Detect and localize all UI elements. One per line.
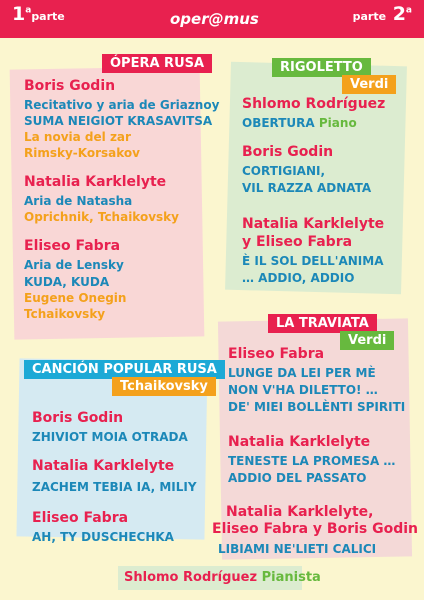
program-line: … ADDIO, ADDIO [242, 271, 355, 285]
program-line: Tchaikovsky [24, 307, 106, 321]
program-line: Eliseo Fabra [24, 238, 121, 254]
program-line: Recitativo y aria de Griaznoy [24, 98, 220, 112]
pianist-credit: Shlomo Rodríguez Pianista [124, 570, 321, 585]
program-line: AH, TY DUSCHECHKA [32, 530, 174, 544]
program-line: Natalia Karklelyte [228, 434, 371, 450]
traviata-title: LA TRAVIATA [268, 314, 377, 333]
program-line: Eliseo Fabra y Boris Godin [212, 521, 419, 537]
program-line: LUNGE DA LEI PER MÈ [228, 366, 376, 380]
program-line: Shlomo Rodríguez [242, 96, 386, 112]
program-line: VIL RAZZA ADNATA [242, 181, 372, 195]
rigoletto-title: RIGOLETTO [272, 58, 371, 77]
program-line: Aria de Lensky [24, 258, 124, 272]
program-line: DE' MIEI BOLLÈNTI SPIRITI [228, 400, 406, 414]
program-line: ZHIVIOT MOIA OTRADA [32, 430, 188, 444]
program-line: Natalia Karklelyte, [226, 504, 374, 520]
cancion-title: CANCIÓN POPULAR RUSA [24, 360, 225, 379]
program-line: Boris Godin [32, 410, 124, 426]
program-line: È IL SOL DELL'ANIMA [242, 254, 384, 268]
operamus-logo: oper@mus [170, 10, 259, 28]
part-two-label: parte 2$^a$ [352, 3, 412, 25]
program-line: CORTIGIANI, [242, 164, 326, 178]
program-line: Boris Godin [24, 78, 116, 94]
program-line: LIBIAMI NE'LIETI CALICI [218, 542, 377, 556]
program-line: Aria de Natasha [24, 194, 133, 208]
program-line: Oprichnik, Tchaikovsky [24, 210, 179, 224]
program-line: Rimsky-Korsakov [24, 146, 140, 160]
program-line: KUDA, KUDA [24, 275, 110, 289]
program-line: La novia del zar [24, 130, 131, 144]
program-line: y Eliseo Fabra [242, 234, 353, 250]
program-line: Natalia Karklelyte [24, 174, 167, 190]
traviata-composer: Verdi [340, 331, 394, 350]
opera-rusa-title: ÓPERA RUSA [102, 54, 212, 73]
program-line: Natalia Karklelyte [32, 458, 175, 474]
program-line: Boris Godin [242, 144, 334, 160]
program-line: Eugene Onegin [24, 291, 127, 305]
program-line: Natalia Karklelyte [242, 216, 385, 232]
program-line: Eliseo Fabra [228, 346, 325, 362]
program-line: ADDIO DEL PASSATO [228, 471, 367, 485]
program-line: SUMA NEIGIOT KRASAVITSA [24, 114, 213, 128]
cancion-composer: Tchaikovsky [112, 377, 216, 396]
program-line: Eliseo Fabra [32, 510, 129, 526]
program-line: NON V'HA DILETTO! … [228, 383, 378, 397]
program-line: OBERTURA Piano [242, 116, 357, 130]
part-one-label: 1$^a$parte [12, 3, 65, 25]
program-line: ZACHEM TEBIA IA, MILIY [32, 480, 197, 494]
program-line: TENESTE LA PROMESA … [228, 454, 396, 468]
header-bar [0, 0, 424, 38]
rigoletto-composer: Verdi [342, 75, 396, 94]
